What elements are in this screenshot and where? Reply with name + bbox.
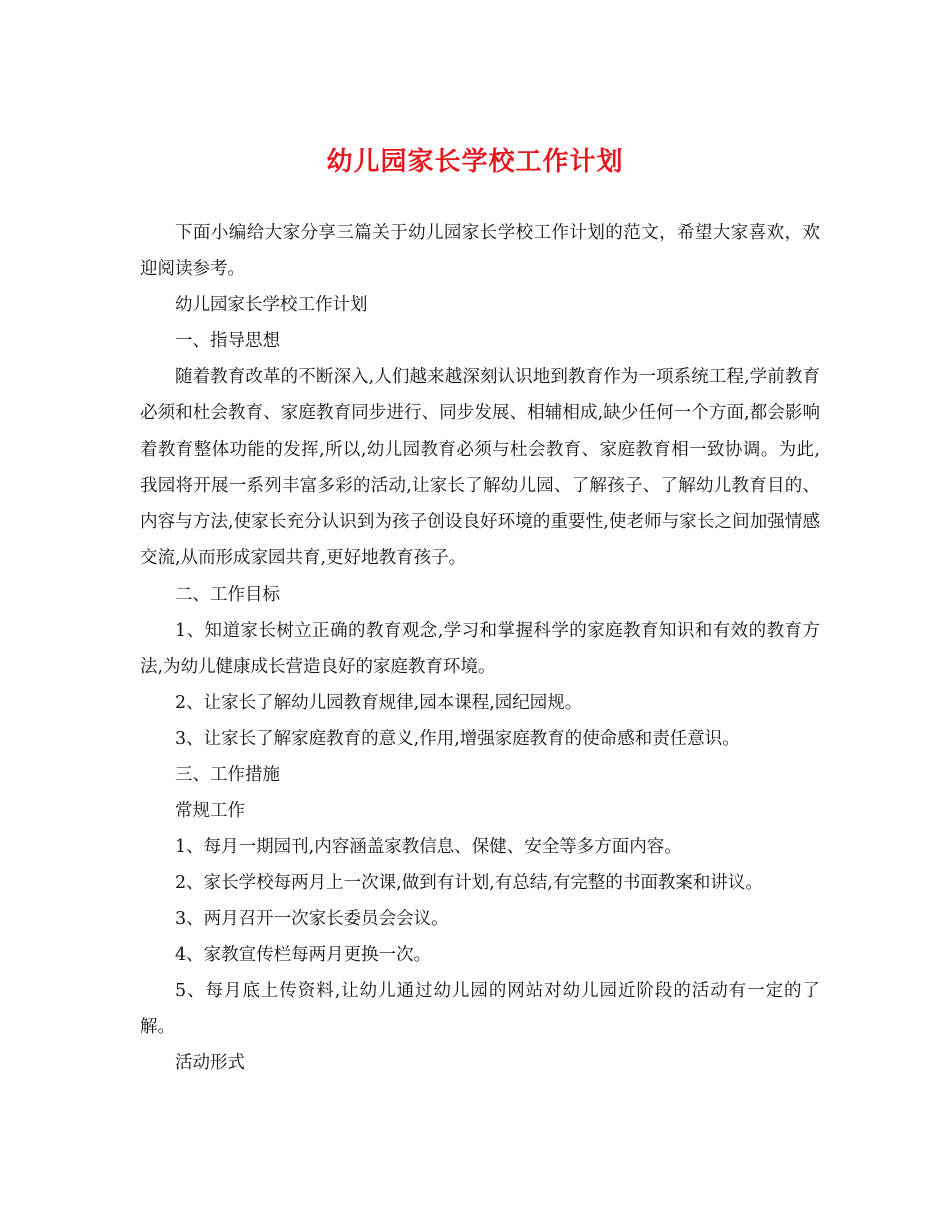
section-heading-work-goals: 二、工作目标 xyxy=(175,584,280,605)
routine-item-4: 4、家教宣传栏每两月更换一次。 xyxy=(175,944,432,965)
routine-item-3: 3、两月召开一次家长委员会会议。 xyxy=(175,908,449,929)
routine-item-5: 5、每月底上传资料,让幼儿通过幼儿园的网站对幼儿园近阶段的活动有一定的了解。 xyxy=(140,980,820,1037)
section-heading-work-measures: 三、工作措施 xyxy=(175,764,280,785)
goal-item-3: 3、让家长了解家庭教育的意义,作用,增强家庭教育的使命感和责任意识。 xyxy=(175,728,740,749)
subheading-routine-work: 常规工作 xyxy=(175,800,245,821)
guiding-ideology-paragraph: 随着教育改革的不断深入,人们越来越深刻认识地到教育作为一项系统工程,学前教育必须和杜会教育、家庭教育同步进行、同步发展、相辅相成,缺少任何一个方面,都会影响着教育整体功能的发挥,所以,幼儿园教育必须与杜会教育、家庭教育相一致协调。为此,我园将开展一系列丰富多彩的活动,让家长了解幼儿园、了解孩子、了解幼儿教育目的、内容与方法,使家长充分认识到为孩子创设良好环境的重要性,使老师与家长之间加强情感交流,从而形成家园共育,更好地教育孩子。 xyxy=(140,367,820,569)
goal-item-2: 2、让家长了解幼儿园教育规律,园本课程,园纪园规。 xyxy=(175,692,583,713)
goal-item-1: 1、知道家长树立正确的教育观念,学习和掌握科学的家庭教育知识和有效的教育方法,为幼儿健康成长营造良好的家庭教育环境。 xyxy=(140,620,820,677)
routine-item-2: 2、家长学校每两月上一次课,做到有计划,有总结,有完整的书面教案和讲议。 xyxy=(175,872,763,893)
document-body xyxy=(140,215,820,1081)
document-title: 幼儿园家长学校工作计划 xyxy=(326,147,624,177)
routine-item-1: 1、每月一期园刊,内容涵盖家教信息、保健、安全等多方面内容。 xyxy=(175,836,682,857)
intro-paragraph: 下面小编给大家分享三篇关于幼儿园家长学校工作计划的范文，希望大家喜欢，欢迎阅读参考。 xyxy=(140,223,820,279)
section-heading-guiding-ideology: 一、指导思想 xyxy=(175,331,280,351)
subheading-activity-forms: 活动形式 xyxy=(175,1052,245,1073)
section-heading-plan: 幼儿园家长学校工作计划 xyxy=(175,295,368,315)
